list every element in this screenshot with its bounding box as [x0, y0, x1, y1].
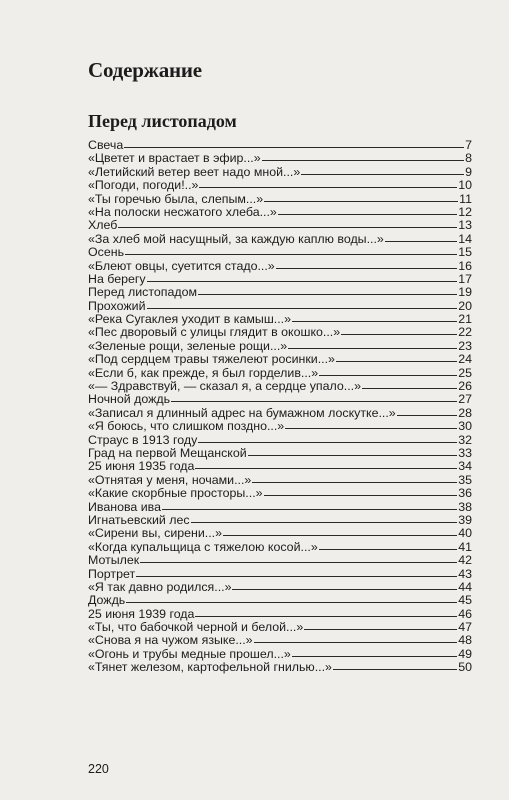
toc-entry: [88, 434, 472, 447]
toc-entry-page: 45: [458, 593, 472, 608]
toc-entry-page: 9: [465, 164, 472, 179]
toc-entry: [88, 501, 472, 514]
toc-entry-title: «Записал я длинный адрес на бумажном лоскутке...»: [88, 405, 396, 420]
toc-leader-line: [254, 642, 458, 643]
toc-entry-title: Хлеб: [88, 218, 118, 233]
toc-entry: [88, 608, 472, 621]
toc-entry-page: 15: [458, 245, 472, 260]
toc-entry: [88, 527, 472, 540]
toc-entry: [88, 474, 472, 487]
toc-entry-page: 33: [458, 445, 472, 460]
toc-entry-page: 42: [458, 553, 472, 568]
toc-leader-line: [126, 602, 457, 603]
toc-leader-line: [264, 201, 458, 202]
toc-leader-line: [248, 455, 458, 456]
toc-entry-page: 36: [458, 486, 472, 501]
toc-entry-title: «Тянет железом, картофельной гнилью...»: [88, 660, 332, 675]
toc-entry: [88, 193, 472, 206]
toc-leader-line: [140, 562, 457, 563]
toc-entry-title: «Я боюсь, что слишком поздно...»: [88, 419, 285, 434]
page-title: Содержание: [88, 58, 202, 82]
toc-leader-line: [232, 589, 457, 590]
toc-entry-title: 25 июня 1939 года: [88, 606, 195, 621]
toc-entry-page: 39: [458, 512, 472, 527]
toc-entry-title: «Погоди, погоди!..»: [88, 178, 199, 193]
toc-entry-page: 46: [458, 606, 472, 621]
toc-entry-title: «Летийский ветер веет надо мной...»: [88, 164, 301, 179]
toc-entry-page: 17: [458, 271, 472, 286]
toc-leader-line: [288, 348, 457, 349]
toc-entry-page: 34: [458, 459, 472, 474]
toc-entry: [88, 594, 472, 607]
toc-leader-line: [278, 214, 457, 215]
toc-entry-page: 23: [458, 338, 472, 353]
toc-entry: [88, 367, 472, 380]
toc-leader-line: [304, 629, 457, 630]
toc-entry-title: Портрет: [88, 566, 136, 581]
toc-entry: [88, 353, 472, 366]
toc-leader-line: [136, 576, 457, 577]
toc-entry-title: «Я так давно родился...»: [88, 579, 232, 594]
toc-entry-title: «— Здравствуй, — сказал я, а сердце упало...»: [88, 379, 361, 394]
toc-leader-line: [276, 268, 458, 269]
toc-entry-page: 8: [465, 151, 472, 166]
toc-entry-page: 13: [458, 218, 472, 233]
toc-entry-page: 41: [458, 539, 472, 554]
toc-entry: [88, 634, 472, 647]
toc-entry-page: 25: [458, 365, 472, 380]
toc-entry-title: «Ты, что бабочкой черной и белой...»: [88, 620, 304, 635]
toc-entry-page: 40: [458, 526, 472, 541]
toc-entry-title: «За хлеб мой насущный, за каждую каплю воды...»: [88, 231, 384, 246]
toc-entry-title: Иванова ива: [88, 499, 162, 514]
toc-leader-line: [319, 549, 457, 550]
toc-leader-line: [147, 281, 458, 282]
toc-leader-line: [252, 482, 457, 483]
toc-entry-title: «Река Сугаклея уходит в камыш...»: [88, 312, 291, 327]
toc-leader-line: [195, 616, 457, 617]
toc-entry-title: Свеча: [88, 138, 124, 152]
toc-entry-page: 19: [458, 285, 472, 300]
toc-leader-line: [195, 468, 457, 469]
toc-entry-title: «Цветет и врастает в эфир...»: [88, 151, 261, 166]
toc-entry: [88, 661, 472, 674]
toc-leader-line: [198, 294, 457, 295]
toc-entry: [88, 621, 472, 634]
toc-entry-page: 22: [458, 325, 472, 340]
toc-entry: [88, 206, 472, 219]
toc-entry-title: Осень: [88, 245, 125, 260]
toc-entry-page: 14: [458, 231, 472, 246]
toc-leader-line: [285, 428, 457, 429]
toc-entry: [88, 648, 472, 661]
toc-entry-page: 50: [458, 660, 472, 675]
toc-leader-line: [264, 495, 458, 496]
toc-entry-title: Дождь: [88, 593, 126, 608]
toc-leader-line: [223, 535, 457, 536]
toc-entry-title: «Снова я на чужом языке...»: [88, 633, 253, 648]
toc-entry-page: 38: [458, 499, 472, 514]
toc-entry-page: 27: [458, 392, 472, 407]
toc-entry-title: На берегу: [88, 271, 146, 286]
toc-entry-page: 7: [465, 138, 472, 152]
toc-entry: [88, 233, 472, 246]
toc-entry-title: «Пес дворовый с улицы глядит в окошко...»: [88, 325, 341, 340]
toc-entry: [88, 380, 472, 393]
toc-leader-line: [171, 401, 457, 402]
toc-leader-line: [162, 509, 457, 510]
toc-entry-title: «Блеют овцы, суетится стадо...»: [88, 258, 275, 273]
toc-entry: [88, 568, 472, 581]
toc-entry-title: Игнатьевский лес: [88, 512, 190, 527]
toc-entry: [88, 166, 472, 179]
toc-entry-page: 28: [458, 405, 472, 420]
toc-entry: [88, 447, 472, 460]
toc-entry: [88, 420, 472, 433]
toc-entry-page: 11: [459, 191, 472, 206]
toc-entry-title: Мотылек: [88, 553, 140, 568]
toc-entry-page: 16: [458, 258, 472, 273]
section-heading: Перед листопадом: [88, 111, 237, 131]
toc-leader-line: [262, 160, 464, 161]
toc-leader-line: [341, 334, 457, 335]
toc-entry-page: 35: [458, 472, 472, 487]
toc-entry-page: 47: [458, 620, 472, 635]
toc-entry: [88, 179, 472, 192]
toc-leader-line: [198, 442, 457, 443]
toc-entry-page: 32: [458, 432, 472, 447]
toc-entry-title: «Какие скорбные просторы...»: [88, 486, 263, 501]
show-through-from-reverse-page: [330, 55, 490, 135]
table-of-contents: [88, 139, 472, 675]
toc-leader-line: [292, 656, 457, 657]
toc-leader-line: [333, 669, 457, 670]
toc-entry-page: 26: [458, 379, 472, 394]
toc-leader-line: [397, 415, 458, 416]
toc-entry: [88, 313, 472, 326]
toc-entry-title: «На полоски несжатого хлеба...»: [88, 204, 277, 219]
toc-entry-page: 20: [458, 298, 472, 313]
page-number: 220: [88, 762, 109, 776]
toc-entry-page: 24: [458, 352, 472, 367]
toc-entry-title: Страус в 1913 году: [88, 432, 198, 447]
toc-entry: [88, 246, 472, 259]
toc-entry: [88, 340, 472, 353]
toc-entry: [88, 393, 472, 406]
toc-entry: [88, 541, 472, 554]
toc-entry-page: 43: [458, 566, 472, 581]
toc-entry: [88, 326, 472, 339]
toc-leader-line: [385, 241, 457, 242]
toc-entry-page: 49: [458, 646, 472, 661]
toc-entry: [88, 407, 472, 420]
toc-entry-title: Ночной дождь: [88, 392, 171, 407]
toc-entry: [88, 260, 472, 273]
toc-entry-title: Град на первой Мещанской: [88, 445, 247, 460]
toc-entry: [88, 487, 472, 500]
toc-entry: [88, 514, 472, 527]
toc-entry: [88, 300, 472, 313]
toc-entry-title: «Ты горечью была, слепым...»: [88, 191, 264, 206]
toc-entry-page: 30: [458, 419, 472, 434]
toc-leader-line: [362, 388, 457, 389]
toc-entry-title: Перед листопадом: [88, 285, 197, 300]
toc-entry: [88, 286, 472, 299]
toc-entry-page: 44: [458, 579, 472, 594]
toc-entry-page: 10: [458, 178, 472, 193]
toc-entry: [88, 139, 472, 152]
toc-entry: [88, 581, 472, 594]
toc-entry-page: 48: [458, 633, 472, 648]
toc-entry-title: «Отнятая у меня, ночами...»: [88, 472, 252, 487]
toc-entry-title: «Огонь и трубы медные прошел...»: [88, 646, 291, 661]
toc-entry: [88, 219, 472, 232]
toc-entry-title: «Когда купальщица с тяжелою косой...»: [88, 539, 318, 554]
toc-entry-title: «Под сердцем травы тяжелеют росинки...»: [88, 352, 335, 367]
toc-entry-title: «Зеленые рощи, зеленые рощи...»: [88, 338, 288, 353]
toc-leader-line: [124, 147, 464, 148]
toc-leader-line: [147, 308, 458, 309]
toc-entry: [88, 460, 472, 473]
toc-entry-page: 21: [458, 312, 472, 327]
toc-leader-line: [118, 227, 457, 228]
toc-leader-line: [319, 375, 457, 376]
toc-entry-page: 12: [458, 204, 472, 219]
toc-entry: [88, 152, 472, 165]
toc-leader-line: [301, 174, 464, 175]
toc-entry-title: 25 июня 1935 года: [88, 459, 195, 474]
toc-entry-title: Прохожий: [88, 298, 146, 313]
toc-leader-line: [191, 522, 458, 523]
toc-leader-line: [125, 254, 457, 255]
toc-entry: [88, 554, 472, 567]
toc-leader-line: [199, 187, 457, 188]
toc-entry: [88, 273, 472, 286]
toc-leader-line: [336, 361, 457, 362]
toc-entry-title: «Сирени вы, сирени...»: [88, 526, 223, 541]
toc-entry-title: «Если б, как прежде, я был горделив...»: [88, 365, 319, 380]
toc-leader-line: [292, 321, 457, 322]
